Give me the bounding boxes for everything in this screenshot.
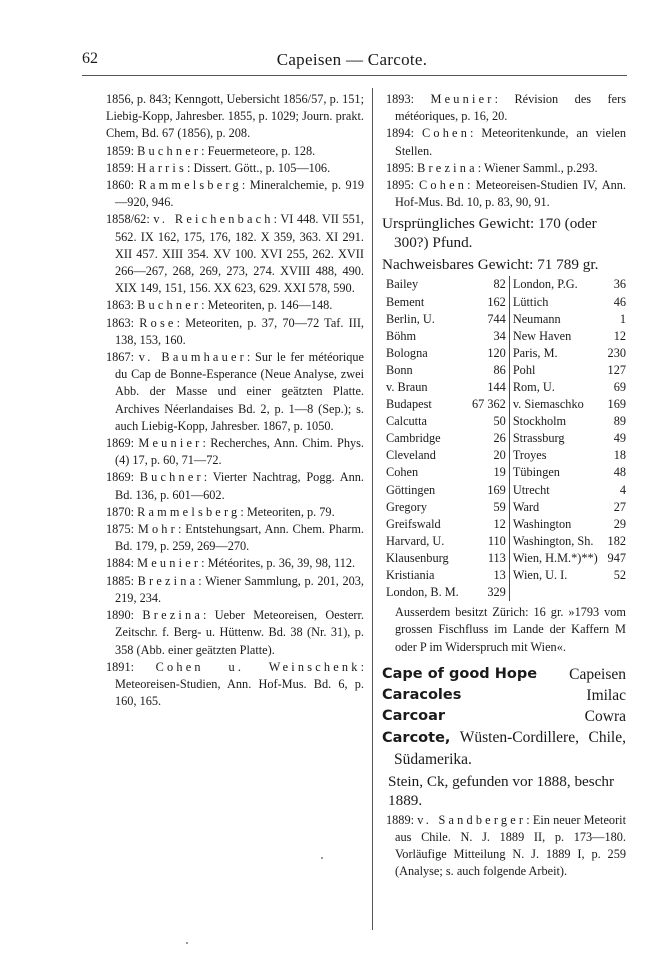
synonym-term: Carcoar xyxy=(382,707,446,724)
reference-entry xyxy=(106,607,364,659)
collection-weight: 169 xyxy=(607,397,626,412)
reference-year: 1867 xyxy=(106,350,131,365)
reference-text: Vierter Nachtrag, Pogg. Ann. Bd. 136, p. 601—602. xyxy=(115,470,364,502)
collection-name: Paris, M. xyxy=(512,345,558,360)
reference-separator: : xyxy=(410,812,418,827)
reference-entry xyxy=(106,435,364,469)
reference-separator: : xyxy=(130,298,138,313)
reference-entry xyxy=(106,573,364,607)
collection-weight: 162 xyxy=(472,294,509,311)
reference-separator: : xyxy=(202,436,211,451)
reference-entry xyxy=(386,177,626,211)
reference-separator: : xyxy=(246,350,256,365)
collection-name: v. Braun xyxy=(386,379,428,394)
collection-name: London, P.G. xyxy=(512,277,578,292)
verified-weight: Nachweisbares Gewicht: 71 789 gr. xyxy=(382,256,599,274)
reference-author: Meunier xyxy=(138,436,203,451)
synonym-entry xyxy=(382,685,626,706)
reference-entry xyxy=(106,659,364,711)
carcote-entry xyxy=(382,727,626,770)
collection-name: Harvard, U. xyxy=(386,533,445,548)
collection-row xyxy=(386,379,626,396)
left-column xyxy=(106,91,364,710)
reference-year: 1891 xyxy=(106,659,131,674)
collection-name: New Haven xyxy=(512,328,572,343)
reference-entry xyxy=(106,177,364,211)
reference-separator: : xyxy=(130,436,139,451)
reference-text: Météorites, p. 36, 39, 98, 112. xyxy=(207,556,356,571)
reference-separator: : xyxy=(176,315,186,330)
synonym-term: Cape of good Hope xyxy=(382,665,538,682)
collection-weight: 46 xyxy=(613,294,626,309)
page-header xyxy=(82,50,622,72)
collection-weight: 20 xyxy=(472,447,509,464)
collection-weight: 52 xyxy=(613,568,626,583)
collection-row xyxy=(386,447,626,464)
reference-separator: : xyxy=(177,522,186,537)
reference-separator: : xyxy=(494,92,515,106)
reference-year: 1895 xyxy=(386,160,411,175)
collection-weight: 89 xyxy=(613,414,626,429)
reference-separator: : xyxy=(410,126,422,141)
carcote-location: Wüsten-Cordillere, Chile, Südamerika. xyxy=(394,728,626,768)
reference-separator: : xyxy=(130,659,156,674)
synonym-term: Caracoles xyxy=(382,686,462,703)
synonym-see: Imilac xyxy=(586,686,626,704)
collection-row xyxy=(386,482,626,499)
reference-entry xyxy=(106,315,364,349)
reference-year: 1870 xyxy=(106,504,131,519)
collection-name: London, B. M. xyxy=(386,585,459,600)
collection-weight: 82 xyxy=(472,276,509,293)
reference-year: 1859 xyxy=(106,143,131,158)
reference-separator: : xyxy=(146,212,154,227)
collection-weight: 113 xyxy=(472,550,509,567)
reference-separator: : xyxy=(526,812,533,827)
reference-author: Meunier xyxy=(137,556,202,571)
collection-weight: 50 xyxy=(472,413,509,430)
collection-weight: 36 xyxy=(613,277,626,292)
collection-row xyxy=(386,294,626,311)
collections-table xyxy=(386,276,626,601)
header-rule xyxy=(82,75,627,76)
synonym-see: Capeisen xyxy=(569,665,626,683)
reference-separator: : xyxy=(240,504,247,519)
print-speck xyxy=(186,942,188,944)
reference-author: Rammelsberg xyxy=(137,504,241,519)
collection-row xyxy=(386,276,626,293)
reference-separator: : xyxy=(198,573,206,588)
reference-separator: : xyxy=(360,659,364,674)
synonym-entry xyxy=(382,706,626,727)
collection-weight: 26 xyxy=(472,430,509,447)
reference-separator: : xyxy=(467,178,476,193)
reference-author: v. Baumhauer xyxy=(138,350,247,365)
reference-author: Brezina xyxy=(142,608,204,623)
collection-weight: 169 xyxy=(472,482,509,499)
reference-year: 1860 xyxy=(106,178,131,193)
collection-row xyxy=(386,430,626,447)
carcote-description: Stein, Ck, gefunden vor 1888, beschr 1889. xyxy=(388,772,615,809)
collection-weight xyxy=(606,584,626,601)
reference-text: Ueber Meteoreisen, Oesterr. Zeitschr. f. Berg- u. Hüttenw. Bd. 38 (Nr. 31), p. 358 (Abb. einer geätzten Platte). xyxy=(115,608,364,657)
reference-text: Meteoreisen-Studien, Ann. Hof-Mus. Bd. 6, p. 160, 165. xyxy=(115,676,364,709)
collection-weight: 67 362 xyxy=(472,396,509,413)
collection-name: Bement xyxy=(386,294,425,309)
collection-weight: 48 xyxy=(613,465,626,480)
carcote-reference-list xyxy=(382,812,626,881)
reference-author: Cohen xyxy=(419,178,468,193)
reference-text: Révision des fers météoriques, p. 16, 20. xyxy=(395,92,626,124)
collection-name: Kristiania xyxy=(386,568,435,583)
reference-separator: : xyxy=(130,315,140,330)
collection-name: Troyes xyxy=(512,448,547,463)
reference-year: 1863 xyxy=(106,315,131,330)
collection-name: Bailey xyxy=(386,277,419,292)
synonym-list xyxy=(382,664,626,727)
reference-year: 1889 xyxy=(386,812,411,827)
reference-text: Mineralchemie, p. 919—920, 946. xyxy=(115,178,365,210)
reference-separator: : xyxy=(130,608,143,623)
reference-author: v. Sandberger xyxy=(417,812,527,827)
reference-author: Buchner xyxy=(137,298,202,313)
reference-separator: : xyxy=(130,350,139,365)
reference-separator: : xyxy=(187,160,194,175)
collection-name: Pohl xyxy=(512,362,536,377)
reference-entry xyxy=(386,91,626,125)
reference-text: Wiener Sammlung, p. 201, 203, 219, 234. xyxy=(115,573,364,605)
reference-year: 1869 xyxy=(106,436,131,451)
original-weight: Ursprüngliches Gewicht: 170 (oder 300?) Pfund. xyxy=(382,215,597,252)
reference-year: 1869 xyxy=(106,470,131,485)
collection-name: Berlin, U. xyxy=(386,311,435,326)
collection-name: Cleveland xyxy=(386,448,436,463)
collection-name: Böhm xyxy=(386,328,417,343)
collection-row xyxy=(386,328,626,345)
collection-name: Bonn xyxy=(386,362,413,377)
left-reference-list xyxy=(106,143,364,711)
reference-text: Entstehungsart, Ann. Chem. Pharm. Bd. 179, p. 259, 269—270. xyxy=(115,522,364,554)
collection-weight: 49 xyxy=(613,431,626,446)
reference-text: Recherches, Ann. Chim. Phys. (4) 17, p. 60, 71—72. xyxy=(115,436,364,468)
collection-name: Calcutta xyxy=(386,414,427,429)
collection-weight: 120 xyxy=(472,345,509,362)
reference-year: 1875 xyxy=(106,522,131,537)
collection-weight: 27 xyxy=(613,499,626,514)
reference-author: Buchner xyxy=(139,470,204,485)
collection-name: Washington xyxy=(512,516,572,531)
reference-separator: : xyxy=(410,178,419,193)
carcote-term: Carcote, xyxy=(382,729,451,746)
reference-year: 1858/62 xyxy=(106,212,147,227)
reference-author: Harris xyxy=(137,160,188,175)
collection-name: Washington, Sh. xyxy=(512,533,594,548)
collection-weight: 12 xyxy=(613,328,626,343)
collection-weight: 59 xyxy=(472,499,509,516)
collection-name: Cohen xyxy=(386,465,419,480)
collection-weight: 19 xyxy=(472,464,509,481)
reference-year: 1863 xyxy=(106,298,131,313)
reference-separator: : xyxy=(201,298,208,313)
collection-name: Klausenburg xyxy=(386,550,449,565)
reference-text: Ein neuer Meteorit aus Chile. N. J. 1889 II, p. 173—180. Vorläufige Mitteilung N. J. 1889 I, p. 259 (Analyse; s. auch folgende Arbeit). xyxy=(395,812,626,879)
collection-weight: 329 xyxy=(472,584,509,601)
collection-name: Wien, U. I. xyxy=(512,568,568,583)
collection-row xyxy=(386,533,626,550)
collection-weight: 18 xyxy=(613,448,626,463)
reference-entry xyxy=(106,143,364,160)
reference-year: 1884 xyxy=(106,556,131,571)
reference-separator: : xyxy=(130,143,138,158)
synonym-see: Cowra xyxy=(584,707,626,725)
collection-weight: 1 xyxy=(619,311,626,326)
right-column xyxy=(382,91,626,881)
collection-name: Ward xyxy=(512,499,540,514)
collection-name: v. Siemaschko xyxy=(512,397,584,412)
collection-name: Greifswald xyxy=(386,516,441,531)
collection-weight: 29 xyxy=(613,516,626,531)
reference-separator: : xyxy=(201,556,208,571)
reference-separator: : xyxy=(130,160,138,175)
reference-author: Cohen xyxy=(421,126,471,141)
reference-separator: : xyxy=(477,160,485,175)
collection-name: Tübingen xyxy=(512,465,560,480)
reference-separator: : xyxy=(130,178,139,193)
reference-separator: : xyxy=(130,470,140,485)
reference-text: Meteoriten, p. 146—148. xyxy=(207,298,333,313)
reference-separator: : xyxy=(273,212,281,227)
right-reference-list xyxy=(382,91,626,211)
reference-entry xyxy=(106,555,364,572)
reference-separator: : xyxy=(410,92,431,106)
reference-entry xyxy=(106,349,364,435)
collection-name: Bologna xyxy=(386,345,428,360)
reference-year: 1893 xyxy=(386,92,411,106)
collection-weight: 86 xyxy=(472,362,509,379)
reference-separator: : xyxy=(410,160,418,175)
reference-author: Mohr xyxy=(137,522,178,537)
reference-text: Dissert. Gött., p. 105—106. xyxy=(193,160,331,175)
collection-row xyxy=(386,499,626,516)
collection-row xyxy=(386,584,626,601)
reference-text: Meteoritenkunde, an vielen Stellen. xyxy=(395,126,626,158)
reference-text: Wiener Samml., p.293. xyxy=(484,160,598,175)
collection-weight: 144 xyxy=(472,379,509,396)
collection-weight: 4 xyxy=(619,482,626,497)
reference-entry xyxy=(386,160,626,177)
collection-name: Cambridge xyxy=(386,431,441,446)
reference-author: Brezina xyxy=(417,160,478,175)
collection-weight: 13 xyxy=(472,567,509,584)
print-speck xyxy=(321,857,323,859)
reference-author: v. Reichenbach xyxy=(153,212,274,227)
collection-weight: 69 xyxy=(613,379,626,394)
collection-row xyxy=(386,464,626,481)
collection-name: Gregory xyxy=(386,499,427,514)
reference-entry xyxy=(106,521,364,555)
synonym-entry xyxy=(382,664,626,685)
reference-author: Buchner xyxy=(137,143,202,158)
reference-separator: : xyxy=(470,126,482,141)
running-title: Capeisen — Carcote. xyxy=(276,50,428,69)
collection-weight: 110 xyxy=(472,533,509,550)
continuation-text: 1856, p. 843; Kenngott, Uebersicht 1856/57, p. 151; Liebig-Kopp, Jahresber. 1855, p. 1029; Journ. prakt. Chem, Bd. 67 (1856), p. 208. xyxy=(106,92,364,141)
reference-text: Meteoriten, p. 79. xyxy=(246,504,335,519)
reference-entry xyxy=(106,469,364,503)
collection-weight: 127 xyxy=(607,362,626,377)
collection-row xyxy=(386,311,626,328)
collection-name: Wien, H.M.*)**) xyxy=(512,550,598,565)
reference-entry xyxy=(106,211,364,297)
collection-name: Budapest xyxy=(386,397,432,412)
reference-text: Feuermeteore, p. 128. xyxy=(207,143,316,158)
collection-weight: 34 xyxy=(472,328,509,345)
reference-entry xyxy=(106,160,364,177)
reference-text: Meteoriten, p. 37, 70—72 Taf. III, 138, 153, 160. xyxy=(115,315,364,347)
reference-author: Meunier xyxy=(430,92,495,106)
collection-weight: 744 xyxy=(472,311,509,328)
reference-year: 1885 xyxy=(106,573,131,588)
column-divider xyxy=(372,88,373,930)
collection-name xyxy=(509,584,606,601)
reference-separator: : xyxy=(130,573,138,588)
collection-row xyxy=(386,396,626,413)
collection-name: Rom, U. xyxy=(512,379,555,394)
reference-separator: : xyxy=(130,556,138,571)
reference-year: 1895 xyxy=(386,178,411,193)
collection-weight: 230 xyxy=(607,345,626,360)
reference-text: Meteoreisen-Studien IV, Ann. Hof-Mus. Bd. 10, p. 83, 90, 91. xyxy=(395,178,626,210)
collection-row xyxy=(386,550,626,567)
collection-weight: 947 xyxy=(607,550,626,565)
collection-name: Strassburg xyxy=(512,431,565,446)
reference-separator: : xyxy=(203,608,215,623)
collection-weight: 182 xyxy=(607,533,626,548)
reference-separator: : xyxy=(203,470,213,485)
collection-row xyxy=(386,516,626,533)
zurich-note: Ausserdem besitzt Zürich: 16 gr. »1793 vom grossen Fischfluss im Lande der Kaffern M oder P im Widerspruch mit Wien«. xyxy=(395,605,626,654)
reference-author: Brezina xyxy=(137,573,199,588)
collection-row xyxy=(386,362,626,379)
reference-year: 1894 xyxy=(386,126,411,141)
collection-weight: 12 xyxy=(472,516,509,533)
reference-author: Rammelsberg xyxy=(138,178,242,193)
reference-author: Rose xyxy=(139,315,177,330)
collection-row xyxy=(386,413,626,430)
collection-name: Göttingen xyxy=(386,482,436,497)
reference-text: VI 448. VII 551, 562. IX 162, 175, 176, 182. X 359, 363. XI 291. XII 457. XIII 354. XV 100. XVI 255, 262. XVII 266—267, 268, 269, 273, 274. XVIII 488, 490. XIX 149, 151, 156. XX 623, 629. XXI 578, 590. xyxy=(115,212,364,296)
collection-row xyxy=(386,345,626,362)
reference-separator: : xyxy=(130,504,138,519)
collection-row xyxy=(386,567,626,584)
collection-name: Lüttich xyxy=(512,294,549,309)
reference-text: Sur le fer météorique du Cap de Bonne-Esperance (Neue Analyse, zwei Abb. der Masse und einer geätzten Platte. Archives Néerlandaises Bd. 2, p. 1—8 (Sep.); s. auch Liebig-Kopp, Jahresber. 1867, p. 1050. xyxy=(115,350,364,433)
page-number: 62 xyxy=(82,50,98,67)
reference-year: 1859 xyxy=(106,160,131,175)
collection-name: Neumann xyxy=(512,311,561,326)
reference-separator: : xyxy=(241,178,250,193)
reference-year: 1890 xyxy=(106,608,131,623)
reference-entry xyxy=(386,125,626,159)
reference-entry xyxy=(386,812,626,881)
reference-separator: : xyxy=(130,522,138,537)
collection-name: Stockholm xyxy=(512,414,567,429)
reference-entry xyxy=(106,297,364,314)
collection-name: Utrecht xyxy=(512,482,550,497)
reference-separator: : xyxy=(201,143,208,158)
reference-entry xyxy=(106,504,364,521)
reference-author: Cohen u. Weinschenk xyxy=(155,659,361,674)
